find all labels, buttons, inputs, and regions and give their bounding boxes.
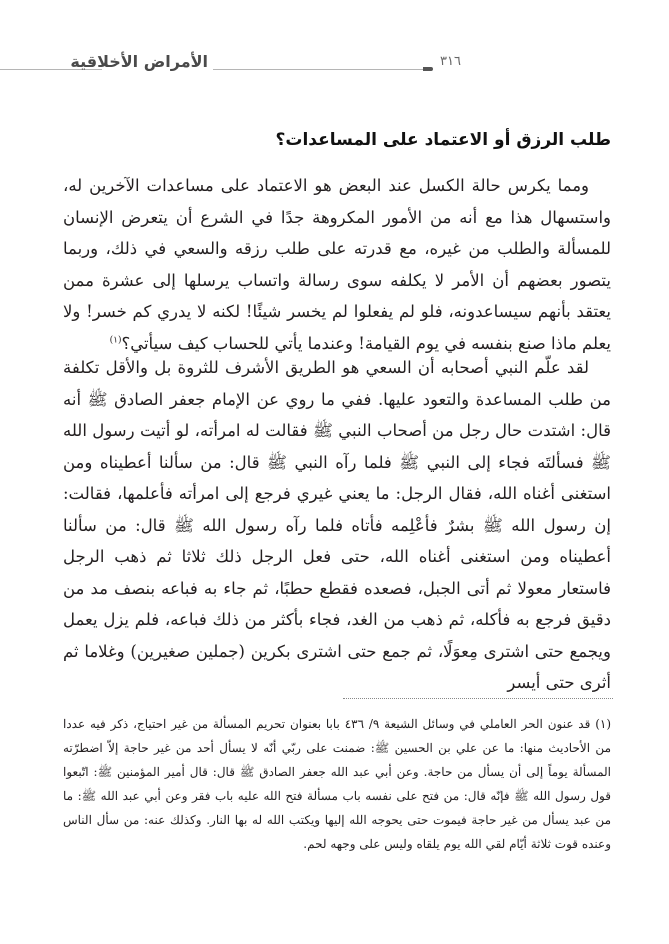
header-arrow-icon	[423, 67, 433, 71]
running-title: الأمراض الأخلاقية	[70, 52, 208, 71]
footnote-text: قد عنون الحر العاملي في وسائل الشيعة ٩/ ٤٣٦ بابا بعنوان تحريم المسألة من غير احتياج، ذكر فيه عددا من الأحاديث منها: ما عن علي بن الحسين ﷺ: ضمنت على ربّي أنّه لا يسأل أحد من غير حاجة إلاّ اضطرّته المسألة يوماً إلى أن يسأل من حاجة. وعن أبي عبد الله جعفر الصادق ﷺ قال: قال أمير المؤمنين ﷺ: اتّبعوا قول رسول الله ﷺ فإنّه قال: من فتح على نفسه باب مسألة فتح الله عليه باب فقر وعن أبي عبد الله ﷺ: ما من عبد يسأل من غير حاجة فيموت حتى يحوجه الله إليها ويكتب الله له بها النار. وكذلك عنه: من سأل الناس وعنده قوت ثلاثة أيّام لقي الله يوم يلقاه وليس على وجهه لحم.	[63, 717, 611, 851]
paragraph-1-text: ومما يكرس حالة الكسل عند البعض هو الاعتماد على مساعدات الآخرين له، واستسهال هذا مع أنه من الأمور المكروهة جدًا في الشرع أن يتعرض الإنسان للمسألة والطلب من غيره، مع قدرته على طلب رزقه والسعي في ذلك، وربما يتصور بعضهم أن الأمر لا يكلفه سوى رسالة واتساب يرسلها إلى عشرة ممن يعتقد بأنهم سيساعدونه، فلو لم يفعلوا لم يخسر شيئًا! لكنه لا يدري كم خسر! ولا يعلم ماذا صنع بنفسه في يوم القيامة! وعندما يأتي للحساب كيف سيأتي؟	[63, 176, 611, 353]
footnote-1	[63, 712, 611, 856]
footnotes	[63, 712, 611, 856]
paragraph-2-text: لقد علّم النبي أصحابه أن السعي هو الطريق الأشرف للثروة بل والأقل تكلفة من طلب المساعدة والتعود عليها. ففي ما روي عن الإمام جعفر الصادق ﷺ أنه قال: اشتدت حال رجل من أصحاب النبي ﷺ فقالت له امرأته، لو أتيت رسول الله ﷺ فسألتَه فجاء إلى النبي ﷺ فلما رآه النبي ﷺ قال: من سألنا أعطيناه ومن استغنى أغناه الله، فقال الرجل: ما يعني غيري فرجع إلى امرأته فأعلمها، فقالت: إن رسول الله ﷺ بشرٌ فأعْلِمه فأتاه فلما رآه رسول الله ﷺ قال: من سألنا أعطيناه ومن استغنى أغناه الله، حتى فعل الرجل ذلك ثلاثا ثم ذهب الرجل فاستعار معولا ثم أتى الجبل، فصعده فقطع حطبًا، ثم جاء به فباعه بنصف مد من دقيق فرجع به فأكله، ثم ذهب من الغد، فجاء بأكثر من ذلك فباعه، فلم يزل يعمل ويجمع حتى اشترى مِعوَلًا، ثم جمع حتى اشترى بكرين (جملين صغيرين) وغلاما ثم أثرى حتى أيسر	[63, 358, 611, 692]
footnote-ref-1[interactable]: (١)	[109, 335, 122, 345]
body-paragraph-2	[63, 352, 611, 699]
header-rule-middle	[213, 69, 423, 70]
footnote-marker: (١)	[595, 717, 612, 731]
body-paragraph-1	[63, 170, 611, 359]
running-header	[0, 50, 669, 80]
footnote-separator	[343, 698, 613, 699]
section-title: طلب الرزق أو الاعتماد على المساعدات؟	[275, 130, 611, 150]
page-number: ٣١٦	[440, 54, 461, 69]
